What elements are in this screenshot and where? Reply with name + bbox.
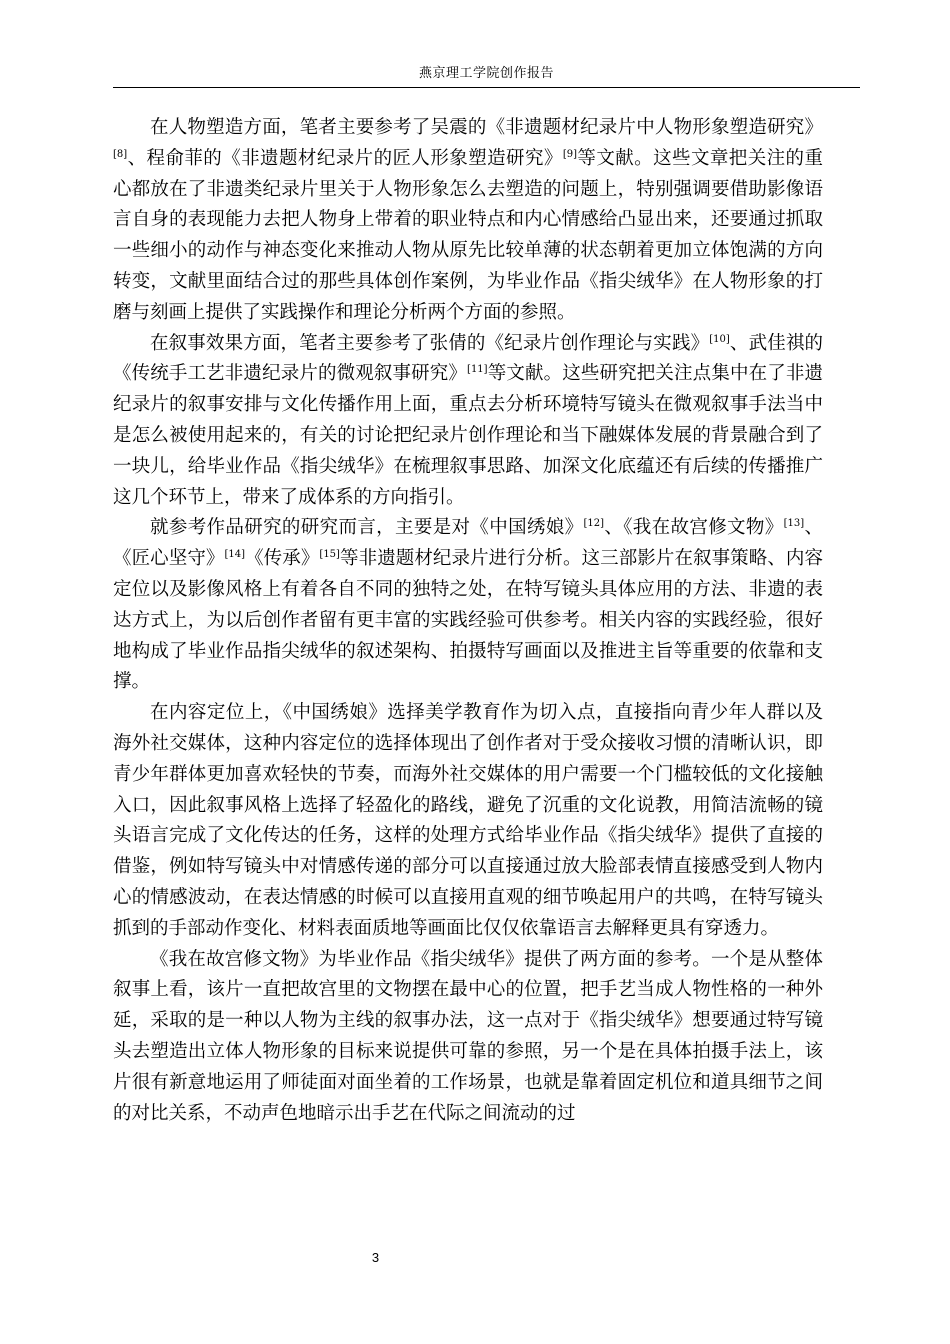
header-rule [113,87,860,88]
body-paragraph [113,329,823,514]
paragraph-text: 在内容定位上，《中国绣娘》选择美学教育作为切入点，直接指向青少年人群以及海外社交媒体，这种内容定位的选择体现出了创作者对于受众接收习惯的清晰认识，即青少年群体更加喜欢轻快的节奏，而海外社交媒体的用户需要一个门槛较低的文化接触入口，因此叙事风格上选择了轻盈化的路线，避免了沉重的文化说教，用简洁流畅的镜头语言完成了文化传达的任务，这样的处理方式给毕业作品《指尖绒华》提供了直接的借鉴，例如特写镜头中对情感传递的部分可以直接通过放大脸部表情直接感受到人物内心的情感波动，在表达情感的时候可以直接用直观的细节唤起用户的共鸣，在特写镜头抓到的手部动作变化、材料表面质地等画面比仅仅依靠语言去解释更具有穿透力。 [113,702,823,939]
citation-marker: [11] [467,364,488,376]
body-paragraph [113,945,823,1130]
paragraph-text: 、武佳祺的《传统手工艺非遗纪录片的微观叙事研究》 [113,332,823,385]
citation-marker: [14] [224,549,246,560]
citation-marker: [10] [709,333,730,345]
body-paragraph [113,698,823,944]
paragraph-text: 、程俞菲的《非遗题材纪录片的匠人形象塑造研究》 [127,147,563,169]
body-paragraph [113,513,823,698]
paragraph-text: 就参考作品研究的研究而言，主要是对《中国绣娘》 [150,517,584,539]
paragraph-text: 、《我在故宫修文物》 [604,517,784,539]
citation-marker: [9] [562,148,577,160]
page-header: 燕京理工学院创作报告 [418,66,554,81]
paragraph-text: 《我在故宫修文物》为毕业作品《指尖绒华》提供了两方面的参考。一个是从整体叙事上看，该片一直把故宫里的文物摆在最中心的位置，把手艺当成人物性格的一种外延，采取的是一种以人物为主线的叙事办法，这一点对于《指尖绒华》想要通过特写镜头去塑造出立体人物形象的目标来说提供可靠的参照，另一个是在具体拍摄手法上，该片很有新意地运用了师徒面对面坐着的工作场景，也就是靠着固定机位和道具细节之间的对比关系，不动声色地暗示出手艺在代际之间流动的过 [113,948,823,1124]
paragraph-text: 等非遗题材纪录片进行分析。这三部影片在叙事策略、内容定位以及影像风格上有着各自不同的独特之处，在特写镜头具体应用的方法、非遗的表达方式上，为以后创作者留有更丰富的实践经验可供参考。相关内容的实践经验，很好地构成了毕业作品指尖绒华的叙述架构、拍摄特写画面以及推进主旨等重要的依靠和支撑。 [113,548,823,693]
paragraph-text: 等文献。这些研究把关注点集中在了非遗纪录片的叙事安排与文化传播作用上面，重点去分析环境特写镜头在微观叙事手法当中是怎么被使用起来的，有关的讨论把纪录片创作理论和当下融媒体发展的背景融合到了一块儿，给毕业作品《指尖绒华》在梳理叙事思路、加深文化底蕴还有后续的传播推广这几个环节上，带来了成体系的方向指引。 [113,363,823,508]
paragraph-text: 、《匠心坚守》 [113,517,823,570]
report-body [113,113,823,1129]
body-paragraph [113,113,823,329]
citation-marker: [12] [583,518,605,530]
paragraph-text: 等文献。这些文章把关注的重心都放在了非遗类纪录片里关于人物形象怎么去塑造的问题上，特别强调要借助影像语言自身的表现能力去把人物身上带着的职业特点和内心情感给凸显出来，还要通过抓取一些细小的动作与神态变化来推动人物从原先比较单薄的状态朝着更加立体饱满的方向转变，文献里面结合过的那些具体创作案例，为毕业作品《指尖绒华》在人物形象的打磨与刻画上提供了实践操作和理论分析两个方面的参照。 [113,147,823,323]
paragraph-text: 《传承》 [245,548,320,570]
paragraph-text: 在人物塑造方面，笔者主要参考了吴震的《非遗题材纪录片中人物形象塑造研究》 [150,117,823,138]
citation-marker: [13] [783,518,805,530]
paragraph-text: 在叙事效果方面，笔者主要参考了张倩的《纪录片创作理论与实践》 [150,332,710,354]
citation-marker: [15] [319,549,340,560]
page-number: 3 [371,1250,380,1265]
citation-marker: [8] [113,148,128,160]
